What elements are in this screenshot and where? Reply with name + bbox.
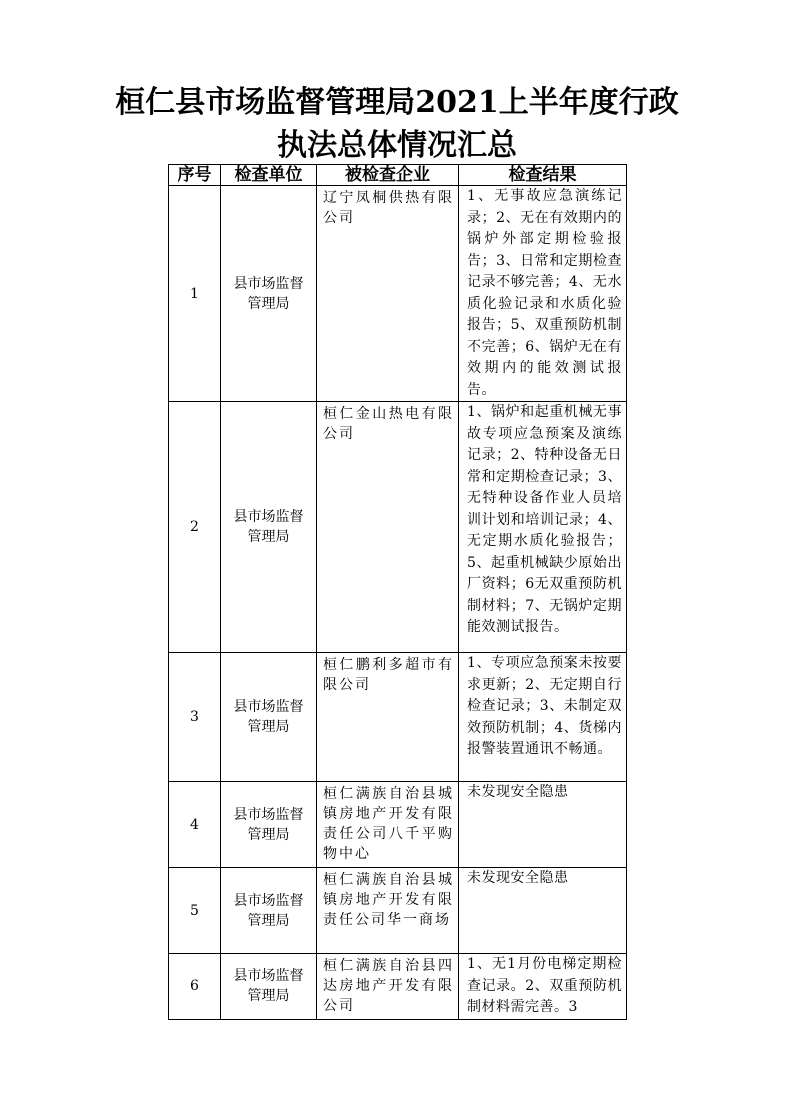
inspection-unit-cell: 县市场监督管理局 — [221, 868, 317, 954]
result-cell: 1、无事故应急演练记录；2、无在有效期内的锅炉外部定期检验报告；3、日常和定期检查记录不够完善；4、无水质化验记录和水质化验报告；5、双重预防机制不完善；6、锅炉无在有效期内的能效测试报告。 — [459, 186, 627, 402]
enterprise-cell: 桓仁金山热电有限公司 — [317, 402, 459, 653]
enterprise-cell: 桓仁鹏利多超市有限公司 — [317, 653, 459, 782]
header-serial-number: 序号 — [169, 165, 221, 186]
enterprise-cell: 辽宁凤桐供热有限公司 — [317, 186, 459, 402]
enterprise-cell: 桓仁满族自治县四达房地产开发有限公司 — [317, 954, 459, 1020]
inspection-summary-table — [168, 164, 627, 1020]
table-row — [169, 782, 627, 868]
table-row — [169, 868, 627, 954]
result-cell: 未发现安全隐患 — [459, 782, 627, 868]
inspection-unit-cell: 县市场监督管理局 — [221, 402, 317, 653]
serial-number-cell: 5 — [169, 868, 221, 954]
document-title-line-1: 桓仁县市场监督管理局2021上半年度行政 — [115, 85, 679, 120]
header-inspection-unit: 检查单位 — [221, 165, 317, 186]
document-title-line-2: 执法总体情况汇总 — [277, 128, 517, 163]
inspection-unit-cell: 县市场监督管理局 — [221, 782, 317, 868]
inspection-unit-cell: 县市场监督管理局 — [221, 186, 317, 402]
inspection-unit-cell: 县市场监督管理局 — [221, 954, 317, 1020]
table-row — [169, 653, 627, 782]
serial-number-cell: 2 — [169, 402, 221, 653]
table-row — [169, 402, 627, 653]
table-row — [169, 954, 627, 1020]
serial-number-cell: 3 — [169, 653, 221, 782]
result-cell: 1、锅炉和起重机械无事故专项应急预案及演练记录；2、特种设备无日常和定期检查记录；3、无特种设备作业人员培训计划和培训记录；4、无定期水质化验报告；5、起重机械缺少原始出厂资料；6无双重预防机制材料；7、无锅炉定期能效测试报告。 — [459, 402, 627, 653]
serial-number-cell: 6 — [169, 954, 221, 1020]
result-cell: 1、无1月份电梯定期检查记录。2、双重预防机制材料需完善。3 — [459, 954, 627, 1020]
table-header-row — [169, 165, 627, 186]
result-cell: 未发现安全隐患 — [459, 868, 627, 954]
header-inspection-result: 检查结果 — [459, 165, 627, 186]
inspection-unit-cell: 县市场监督管理局 — [221, 653, 317, 782]
enterprise-cell: 桓仁满族自治县城镇房地产开发有限责任公司八千平购物中心 — [317, 782, 459, 868]
result-cell: 1、专项应急预案未按要求更新；2、无定期自行检查记录；3、未制定双效预防机制；4、货梯内报警装置通讯不畅通。 — [459, 653, 627, 782]
serial-number-cell: 1 — [169, 186, 221, 402]
table-row — [169, 186, 627, 402]
enterprise-cell: 桓仁满族自治县城镇房地产开发有限责任公司华一商场 — [317, 868, 459, 954]
serial-number-cell: 4 — [169, 782, 221, 868]
header-inspected-enterprise: 被检查企业 — [317, 165, 459, 186]
